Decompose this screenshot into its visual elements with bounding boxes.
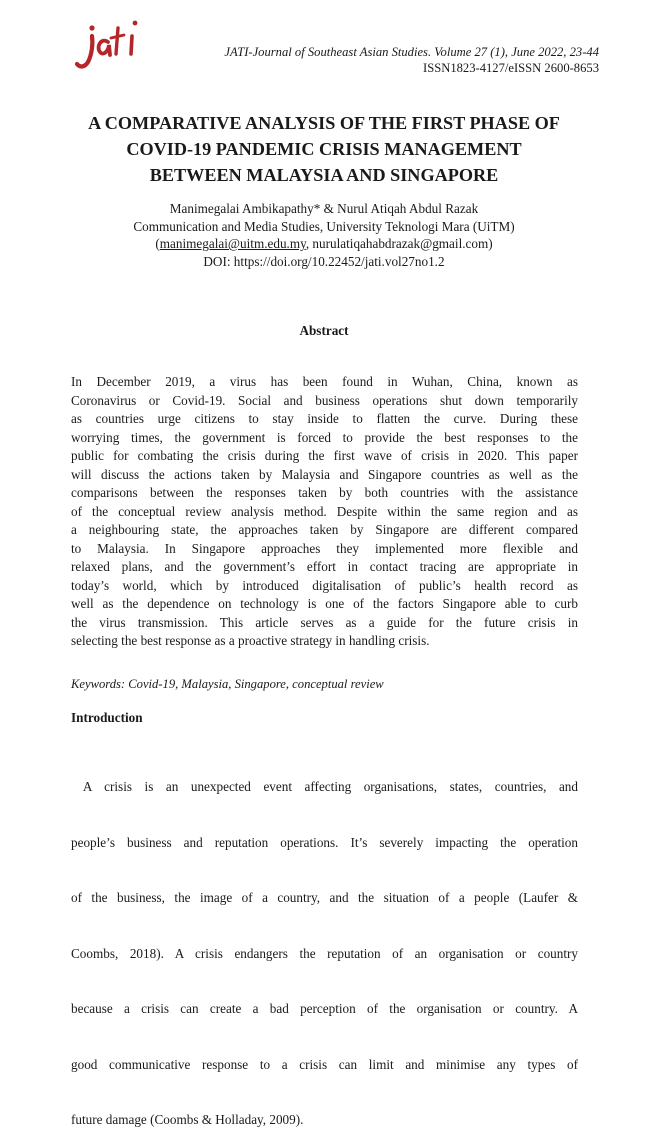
abstract-line: comparisons between the responses taken by both countries with the assistance <box>71 485 578 500</box>
author-affiliation: Communication and Media Studies, University Teknologi Mara (UiTM) <box>133 218 515 234</box>
paper-title <box>40 110 608 188</box>
journal-logo <box>74 14 146 74</box>
intro-line: of the business, the image of a country, and the situation of a people (Laufer & <box>71 890 578 905</box>
intro-line: people’s business and reputation operations. It’s severely impacting the operation <box>71 834 578 850</box>
intro-line: A crisis is an unexpected event affecting organisations, states, countries, and <box>71 779 578 794</box>
abstract-line: a neighbouring state, the approaches taken by Singapore are different compared <box>71 522 578 537</box>
abstract-line: will discuss the actions taken by Malaysia and Singapore countries as well as the <box>71 466 578 482</box>
title-line: A COMPARATIVE ANALYSIS OF THE FIRST PHASE OF <box>88 113 560 133</box>
abstract-line: well as the dependence on technology is one of the factors Singapore able to curb <box>71 596 578 611</box>
email-rest: , nurulatiqahabdrazak@gmail.com) <box>305 236 493 252</box>
abstract-line: today’s world, which by introduced digitalisation of public’s health record as <box>71 577 578 593</box>
abstract-line: In December 2019, a virus has been found in Wuhan, China, known as <box>71 374 578 389</box>
journal-header <box>224 44 599 76</box>
journal-issn: ISSN1823-4127/eISSN 2600-8653 <box>423 61 599 75</box>
author-names: Manimegalai Ambikapathy* & Nurul Atiqah Abdul Razak <box>169 201 479 216</box>
abstract-line: selecting the best response as a proactive strategy in handling crisis. <box>71 633 430 648</box>
keywords: Keywords: Covid-19, Malaysia, Singapore, conceptual review <box>71 677 384 691</box>
email-link[interactable]: manimegalai@uitm.edu.my <box>159 236 306 252</box>
intro-line: because a crisis can create a bad perception of the organisation or country. A <box>71 1001 578 1016</box>
abstract-line: public for combating the crisis during the first wave of crisis in 2020. This paper <box>71 448 578 463</box>
email-open-paren: ( <box>155 236 160 252</box>
title-line: BETWEEN MALAYSIA AND SINGAPORE <box>149 165 499 185</box>
introduction-heading: Introduction <box>71 710 143 725</box>
abstract-line: the virus transmission. This article serves as a guide for the future crisis in <box>71 614 578 630</box>
intro-line: future damage (Coombs & Holladay, 2009). <box>71 1112 304 1127</box>
intro-line: good communicative response to a crisis can limit and minimise any types of <box>71 1056 578 1072</box>
abstract-line: as countries urge citizens to stay inside to flatten the curve. During these <box>71 411 578 426</box>
title-line: COVID-19 PANDEMIC CRISIS MANAGEMENT <box>126 139 522 159</box>
journal-citation: JATI-Journal of Southeast Asian Studies. Volume 27 (1), June 2022, 23-44 <box>224 45 599 59</box>
author-emails <box>40 235 608 253</box>
abstract-line: Coronavirus or Covid-19. Social and business operations shut down temporarily <box>71 392 578 408</box>
author-block <box>40 200 608 270</box>
abstract-line: relaxed plans, and the government’s effort in contact tracing are appropriate in <box>71 559 578 574</box>
abstract-line: to Malaysia. In Singapore approaches they implemented more flexible and <box>71 540 578 556</box>
doi-line: DOI: https://doi.org/10.22452/jati.vol27no1.2 <box>203 253 445 269</box>
abstract-heading: Abstract <box>299 323 349 338</box>
abstract-body <box>71 373 578 651</box>
intro-line: Coombs, 2018). A crisis endangers the reputation of an organisation or country <box>71 945 578 961</box>
jati-logo-graphic <box>74 14 146 74</box>
abstract-line: worrying times, the government is forced to provide the best responses to the <box>71 429 578 445</box>
introduction-body <box>71 741 578 1148</box>
abstract-line: of the conceptual review analysis method. Despite within the same region and as <box>71 503 578 519</box>
